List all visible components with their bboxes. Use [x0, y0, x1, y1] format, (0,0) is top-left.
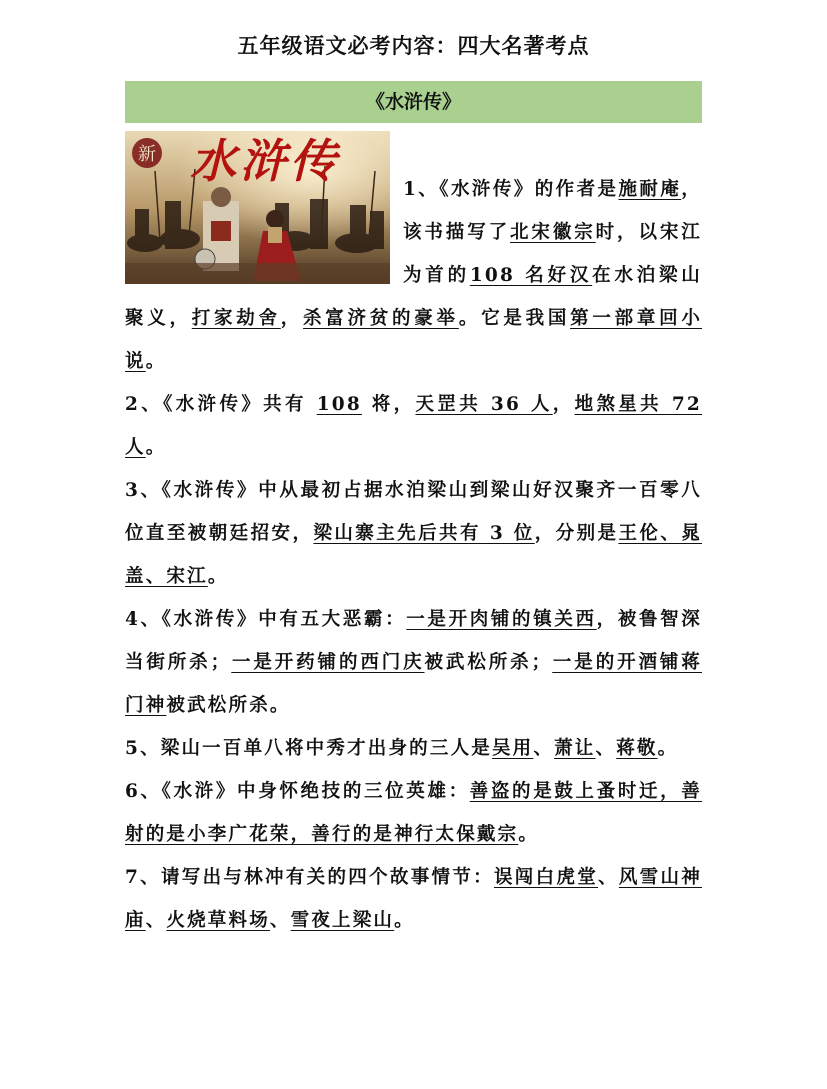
exam-point-2 — [125, 383, 702, 469]
point-text: 7、请写出与林冲有关的四个故事情节： — [125, 867, 494, 888]
exam-point-6 — [125, 770, 702, 856]
underlined-answer: 打家劫舍 — [191, 308, 281, 329]
underlined-answer: 108 名好汉 — [469, 265, 593, 286]
underlined-answer: 王伦、晁盖、宋江 — [125, 523, 702, 587]
exam-point-7 — [125, 856, 702, 942]
point-text: 。它是我国 — [458, 308, 571, 329]
point-text: 6、《水浒》中身怀绝技的三位英雄： — [125, 781, 470, 802]
point-text: 2、《水浒传》共有 — [125, 394, 317, 415]
point-text: 被武松所杀； — [424, 652, 553, 673]
point-text: 、 — [533, 738, 555, 759]
underlined-answer: 吴用 — [491, 738, 534, 759]
point-text: 、 — [269, 910, 291, 931]
underlined-answer: 地煞星共 72 人 — [125, 394, 702, 458]
underlined-answer: 杀富济贫的豪举 — [303, 308, 459, 329]
underlined-answer: 萧让 — [554, 738, 596, 759]
point-text: 将， — [361, 394, 416, 415]
point-text: 。 — [394, 910, 415, 931]
point-text: 5、梁山一百单八将中秀才出身的三人是 — [125, 738, 492, 759]
underlined-answer: 风雪山神庙 — [125, 867, 702, 931]
poster-logo-char: 新 — [138, 144, 156, 165]
point-text: 在水泊梁山聚义， — [125, 265, 702, 329]
underlined-answer: 天罡共 36 人 — [415, 394, 553, 415]
exam-point-5 — [125, 727, 702, 770]
poster-title-text: 水浒传 — [190, 134, 340, 188]
point-text: 。 — [145, 437, 167, 458]
point-text: 。 — [518, 824, 540, 845]
point-text: 被武松所杀。 — [166, 695, 291, 716]
point-text: ， — [280, 308, 304, 329]
point-text: 、 — [598, 867, 619, 888]
exam-point-3 — [125, 469, 702, 598]
underlined-answer: 一是开肉铺的镇关西 — [406, 609, 597, 630]
underlined-answer: 梁山寨主先后共有 3 位 — [313, 523, 535, 544]
point-text: 4、《水浒传》中有五大恶霸： — [125, 609, 407, 630]
underlined-answer: 蒋敬 — [616, 738, 658, 759]
point-text: ，该书描写了 — [403, 179, 702, 243]
underlined-answer: 善盗的是鼓上蚤时迁，善射的是小李广花荣，善行的是神行太保戴宗 — [125, 781, 702, 845]
point-text: ，被鲁智深当街所杀； — [125, 609, 702, 673]
underlined-answer: 第一部章回小说 — [125, 308, 703, 372]
exam-point-4 — [125, 598, 702, 727]
underlined-answer: 误闯白虎堂 — [493, 867, 599, 888]
underlined-answer: 施耐庵 — [618, 179, 682, 200]
exam-point-1 — [125, 168, 702, 383]
point-text: 时，以宋江为首的 — [403, 222, 702, 286]
poster-wrap-space — [125, 131, 403, 257]
section-heading: 《水浒传》 — [125, 81, 702, 123]
point-text: ，分别是 — [534, 523, 619, 544]
point-text: 。 — [207, 566, 229, 587]
underlined-answer: 火烧草料场 — [166, 910, 270, 931]
underlined-answer: 108 — [316, 394, 362, 415]
page-title: 五年级语文必考内容：四大名著考点 — [237, 34, 590, 58]
point-text: 3、《水浒传》中从最初占据水泊梁山到梁山好汉聚齐一百零八位直至被朝廷招安， — [125, 480, 702, 544]
point-text: 。 — [657, 738, 679, 759]
underlined-answer: 一是的开酒铺蒋门神 — [125, 652, 702, 716]
exam-points-list — [125, 168, 702, 942]
point-text: ， — [552, 394, 575, 415]
point-text: 、 — [145, 910, 167, 931]
point-text: 。 — [145, 351, 167, 372]
point-text: 、 — [595, 738, 617, 759]
point-text: 1、《水浒传》的作者是 — [403, 179, 619, 200]
underlined-answer: 北宋徽宗 — [510, 222, 596, 243]
underlined-answer: 雪夜上梁山 — [290, 910, 395, 931]
underlined-answer: 一是开药铺的西门庆 — [231, 652, 425, 673]
